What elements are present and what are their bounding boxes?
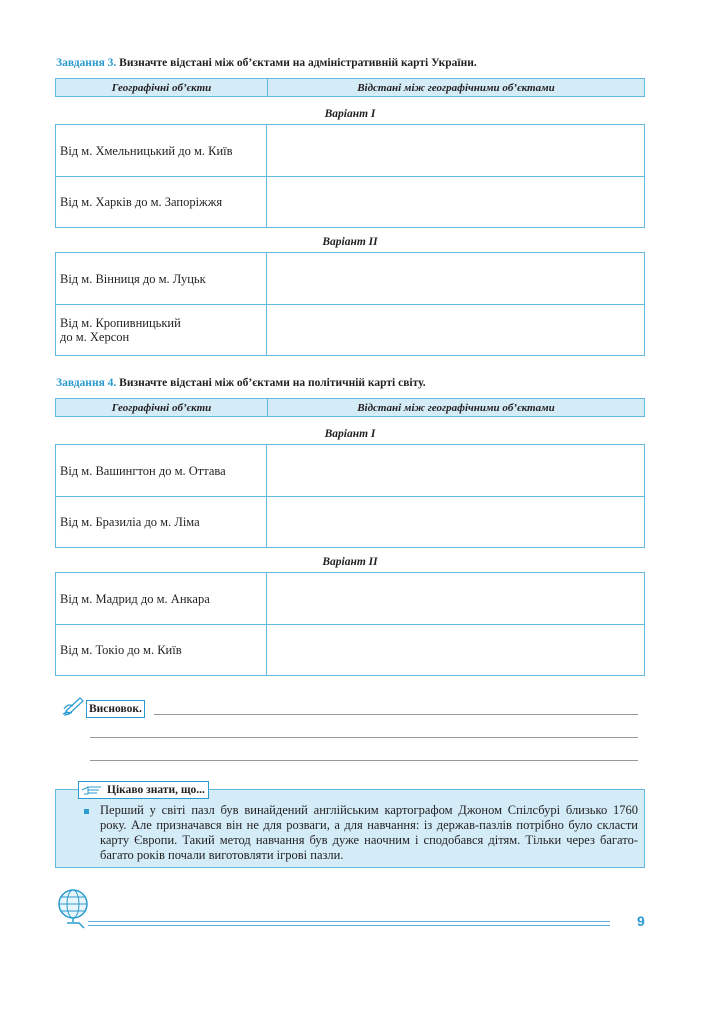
task-4-variant-2: Варіант ІІ [322,556,378,568]
distance-answer-cell[interactable] [267,253,644,304]
distance-answer-cell[interactable] [267,125,644,176]
task-3-number: Завдання 3. [56,57,117,69]
writing-hand-icon [60,695,86,717]
conclusion-line-2[interactable] [90,737,638,738]
task-3-variant-2-rows [55,252,645,356]
row-label: Від м. Мадрид до м. Анкара [56,573,267,624]
distance-answer-cell[interactable] [267,445,644,496]
task-3-col-objects: Географічні об’єкти [56,79,268,96]
table-row [56,624,644,675]
table-row [56,573,644,624]
task-4-variant-1-rows [55,444,645,548]
task-4-variant-1: Варіант І [324,428,376,440]
info-box-text: Перший у світі пазл був винайдений англійським картографом Джоном Спілсбурі близько 1760 року. Але призначався він не для розваги, а для навчання: із держав-пазлів потрібно було скласти карту Європи. Такий метод навчання був дуже наочним і сподобався дітям. Тільки через багато-багато років почали виготовляти ігрові пазли. [100,803,638,862]
row-label: Від м. Кропивницький до м. Херсон [56,305,267,355]
task-3-variant-2: Варіант ІІ [322,236,378,248]
task-4-col-distances: Відстані між географічними об’єктами [357,401,555,414]
row-label: Від м. Токіо до м. Київ [56,625,267,675]
task-3-variant-1-rows [55,124,645,228]
footer-line-bottom [88,925,610,926]
row-label: Від м. Вашингтон до м. Оттава [56,445,267,496]
task-4-title [56,377,426,389]
distance-answer-cell[interactable] [267,305,644,355]
distance-answer-cell[interactable] [267,573,644,624]
task-3-text: Визначте відстані між об’єктами на адміністративній карті України. [119,57,477,69]
task-4-text: Визначте відстані між об’єктами на політичній карті світу. [119,377,426,389]
task-3-table-header [55,78,645,97]
conclusion-label: Висновок. [86,700,145,718]
pointing-hand-icon [81,784,103,796]
table-row [56,176,644,227]
table-row [56,304,644,355]
table-row [56,445,644,496]
globe-icon [56,888,94,930]
task-4-number: Завдання 4. [56,377,117,389]
table-row [56,125,644,176]
page-number: 9 [637,913,645,929]
distance-answer-cell[interactable] [267,625,644,675]
task-4-col-objects: Географічні об’єкти [56,399,268,416]
task-3-col-distances: Відстані між географічними об’єктами [357,81,555,94]
bullet-icon [84,809,89,814]
distance-answer-cell[interactable] [267,497,644,547]
info-box-title: Цікаво знати, що... [107,784,205,796]
row-label: Від м. Хмельницький до м. Київ [56,125,267,176]
distance-answer-cell[interactable] [267,177,644,227]
table-row [56,253,644,304]
info-box-label [78,781,209,799]
task-4-table-header [55,398,645,417]
table-row [56,496,644,547]
task-3-variant-1: Варіант І [324,108,376,120]
row-label: Від м. Вінниця до м. Луцьк [56,253,267,304]
task-4-variant-2-rows [55,572,645,676]
conclusion-line-3[interactable] [90,760,638,761]
task-3-title [56,57,477,69]
row-label: Від м. Бразиліа до м. Ліма [56,497,267,547]
row-label: Від м. Харків до м. Запоріжжя [56,177,267,227]
conclusion-line-1[interactable] [154,714,638,715]
footer-line-top [88,921,610,922]
